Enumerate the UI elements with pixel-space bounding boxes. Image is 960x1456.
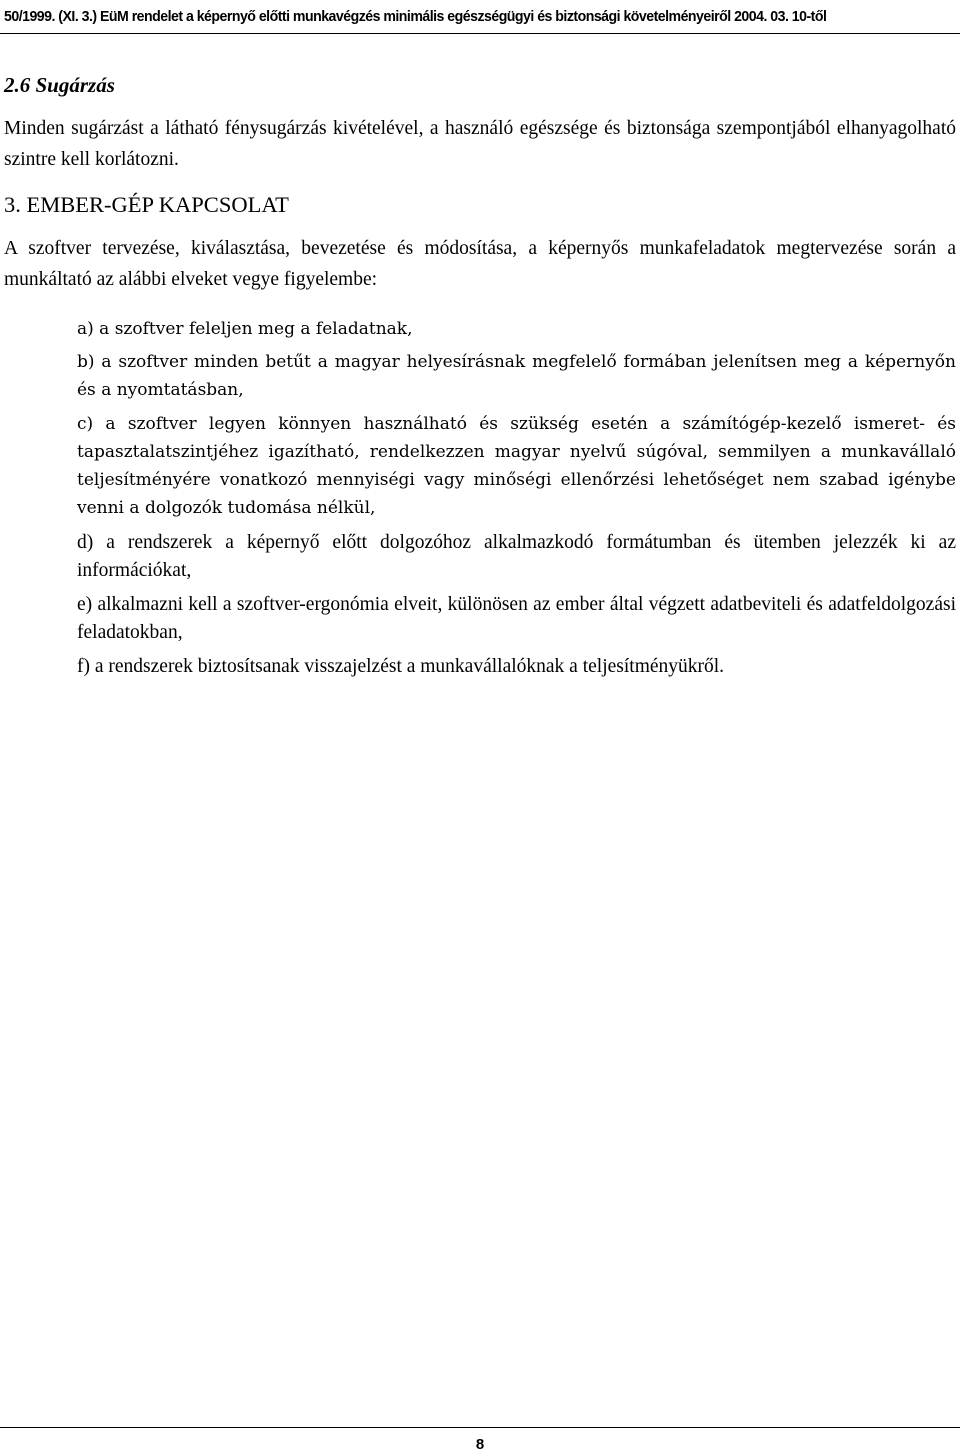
- list-item-d: d) a rendszerek a képernyő előtt dolgozóhoz alkalmazkodó formátumban és ütemben jelezzék ki az információkat,: [77, 532, 956, 581]
- section-2-6-title: 2.6 Sugárzás: [4, 73, 115, 97]
- section-3-title: 3. EMBER-GÉP KAPCSOLAT: [4, 192, 289, 217]
- section-3-paragraph: A szoftver tervezése, kiválasztása, bevezetése és módosítása, a képernyős munkafeladatok megtervezése során a munkáltató az alábbi elveket vegye figyelembe:: [4, 238, 956, 290]
- list-item-e: e) alkalmazni kell a szoftver-ergonómia elveit, különösen az ember által végzett adatbeviteli és adatfeldolgozási feladatokban,: [77, 594, 956, 643]
- footer-divider: [0, 1427, 960, 1428]
- running-header: 50/1999. (XI. 3.) EüM rendelet a képernyő előtti munkavégzés minimális egészségügyi és biztonsági követelményeiről 2004. 03. 10-től: [4, 8, 827, 25]
- page-number: 8: [475, 1436, 485, 1453]
- header-divider: [0, 33, 960, 34]
- section-2-6-paragraph: Minden sugárzást a látható fénysugárzás kivételével, a használó egészsége és biztonsága szempontjából elhanyagolható szintre kell korlátozni.: [4, 118, 956, 170]
- list-item-b: b) a szoftver minden betűt a magyar helyesírásnak megfelelő formában jelenítsen meg a képernyőn és a nyomtatásban,: [77, 352, 956, 400]
- list-item-f: f) a rendszerek biztosítsanak visszajelzést a munkavállalóknak a teljesítményükről.: [77, 656, 725, 677]
- list-item-c: c) a szoftver legyen könnyen használható és szükség esetén a számítógép-kezelő ismeret- és tapasztalatszintjéhez igazítható, rendelkezzen magyar nyelvű súgóval, semmilyen a munkavállaló teljesítményére vonatkozó mennyiségi vagy minőségi ellenőrzési lehetőséget nem szabad igénybe venni a dolgozók tudomása nélkül,: [77, 414, 956, 518]
- list-item-a: a) a szoftver feleljen meg a feladatnak,: [77, 319, 413, 339]
